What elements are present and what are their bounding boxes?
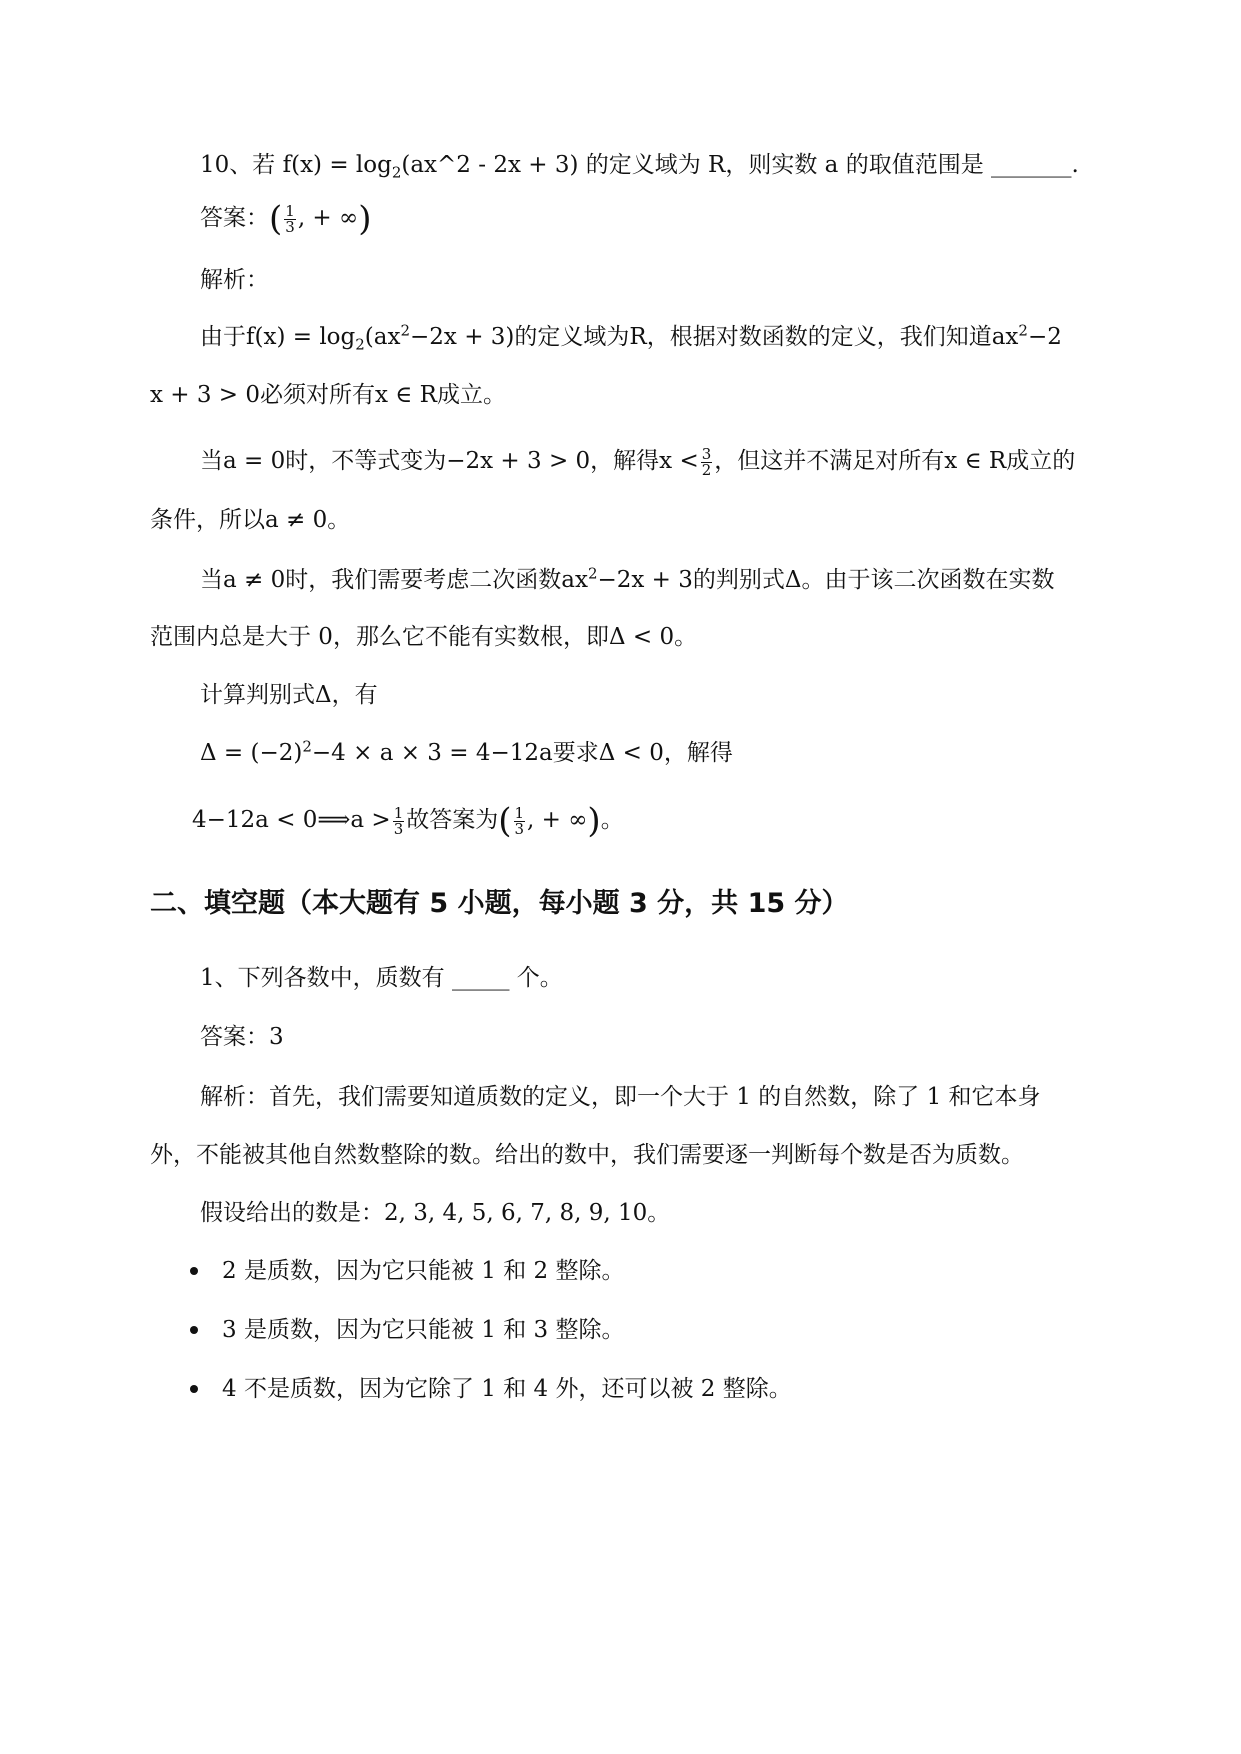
text-segment: 当a ≠ 0时，我们需要考虑二次函数ax	[200, 567, 588, 593]
analysis-paragraph-6	[192, 801, 624, 841]
analysis-paragraph-3	[200, 565, 1055, 595]
exponent: 2	[400, 321, 411, 340]
fraction-denominator: 2	[701, 460, 712, 479]
text-segment: −2x + 3的判别式Δ。由于该二次函数在实数	[597, 567, 1055, 593]
text-segment: 由于f(x) = log	[200, 324, 356, 350]
text-segment: (ax	[364, 324, 401, 350]
open-paren: (	[269, 199, 283, 239]
analysis-paragraph-3-line-2: 范围内总是大于 0，那么它不能有实数根，即Δ < 0。	[150, 624, 698, 650]
bullet-dot	[190, 1267, 198, 1275]
fraction	[284, 201, 296, 236]
answer-10	[200, 199, 372, 239]
analysis-1-line-1: 解析：首先，我们需要知道质数的定义，即一个大于 1 的自然数，除了 1 和它本身	[200, 1084, 1041, 1110]
analysis-paragraph-1	[200, 322, 1062, 352]
analysis-1-line-2: 外，不能被其他自然数整除的数。给出的数中，我们需要逐一判断每个数是否为质数。	[150, 1142, 1024, 1168]
text-segment: , + ∞	[527, 807, 588, 833]
fraction	[514, 803, 526, 838]
close-paren: )	[358, 199, 372, 239]
exponent: 2	[587, 564, 598, 583]
close-paren: )	[587, 801, 601, 841]
list-item: 2 是质数，因为它只能被 1 和 2 整除。	[222, 1258, 625, 1284]
fraction-numerator: 1	[514, 803, 525, 822]
text-segment: −2	[1027, 324, 1062, 350]
answer-rest: , + ∞	[297, 205, 359, 231]
question-10	[200, 150, 1079, 180]
text-segment: 故答案为	[406, 807, 499, 833]
fraction	[393, 803, 405, 838]
fraction-denominator: 3	[514, 819, 525, 838]
text-segment: −2x + 3)的定义域为R，根据对数函数的定义，我们知道ax	[410, 324, 1019, 350]
question-10-text-rest: (ax^2 - 2x + 3) 的定义域为 R，则实数 a 的取值范围是 _______.	[401, 152, 1079, 178]
analysis-paragraph-2-line-2: 条件，所以a ≠ 0。	[150, 507, 351, 533]
text-segment: 4−12a < 0⟹a >	[192, 807, 391, 833]
analysis-paragraph-4: 计算判别式Δ，有	[200, 682, 378, 708]
list-item: 4 不是质数，因为它除了 1 和 4 外，还可以被 2 整除。	[222, 1376, 792, 1402]
assumption-line: 假设给出的数是：2, 3, 4, 5, 6, 7, 8, 9, 10。	[200, 1200, 671, 1226]
bullet-dot	[190, 1385, 198, 1393]
text-segment: −4 × a × 3 = 4−12a要求Δ < 0，解得	[311, 740, 733, 766]
fraction-numerator: 1	[393, 803, 404, 822]
analysis-paragraph-1-line-2: x + 3 > 0必须对所有x ∈ R成立。	[150, 382, 506, 408]
list-item: 3 是质数，因为它只能被 1 和 3 整除。	[222, 1317, 625, 1343]
answer-label: 答案：	[200, 205, 269, 231]
log-base: 2	[391, 163, 402, 182]
section-heading: 二、填空题（本大题有 5 小题，每小题 3 分，共 15 分）	[150, 888, 849, 919]
log-base: 2	[355, 335, 365, 354]
text-segment: 。	[600, 807, 624, 833]
exponent: 2	[302, 737, 312, 756]
question-10-text: 10、若 f(x) = log	[200, 152, 392, 178]
answer-1: 答案：3	[200, 1024, 284, 1050]
text-segment: Δ = (−2)	[200, 740, 303, 766]
fraction-denominator: 3	[285, 217, 295, 236]
exponent: 2	[1018, 321, 1028, 340]
fraction-numerator: 3	[701, 444, 712, 463]
text-segment: ，但这并不满足对所有x ∈ R成立的	[714, 448, 1076, 474]
analysis-paragraph-5	[200, 738, 733, 768]
fraction-numerator: 1	[285, 201, 295, 220]
open-paren: (	[498, 801, 512, 841]
bullet-dot	[190, 1326, 198, 1334]
question-1: 1、下列各数中，质数有 _____ 个。	[200, 965, 563, 991]
fraction	[701, 444, 713, 479]
fraction-denominator: 3	[393, 819, 404, 838]
analysis-paragraph-2	[200, 446, 1075, 478]
text-segment: 当a = 0时，不等式变为−2x + 3 > 0，解得x <	[200, 448, 699, 474]
analysis-label: 解析：	[200, 267, 269, 293]
